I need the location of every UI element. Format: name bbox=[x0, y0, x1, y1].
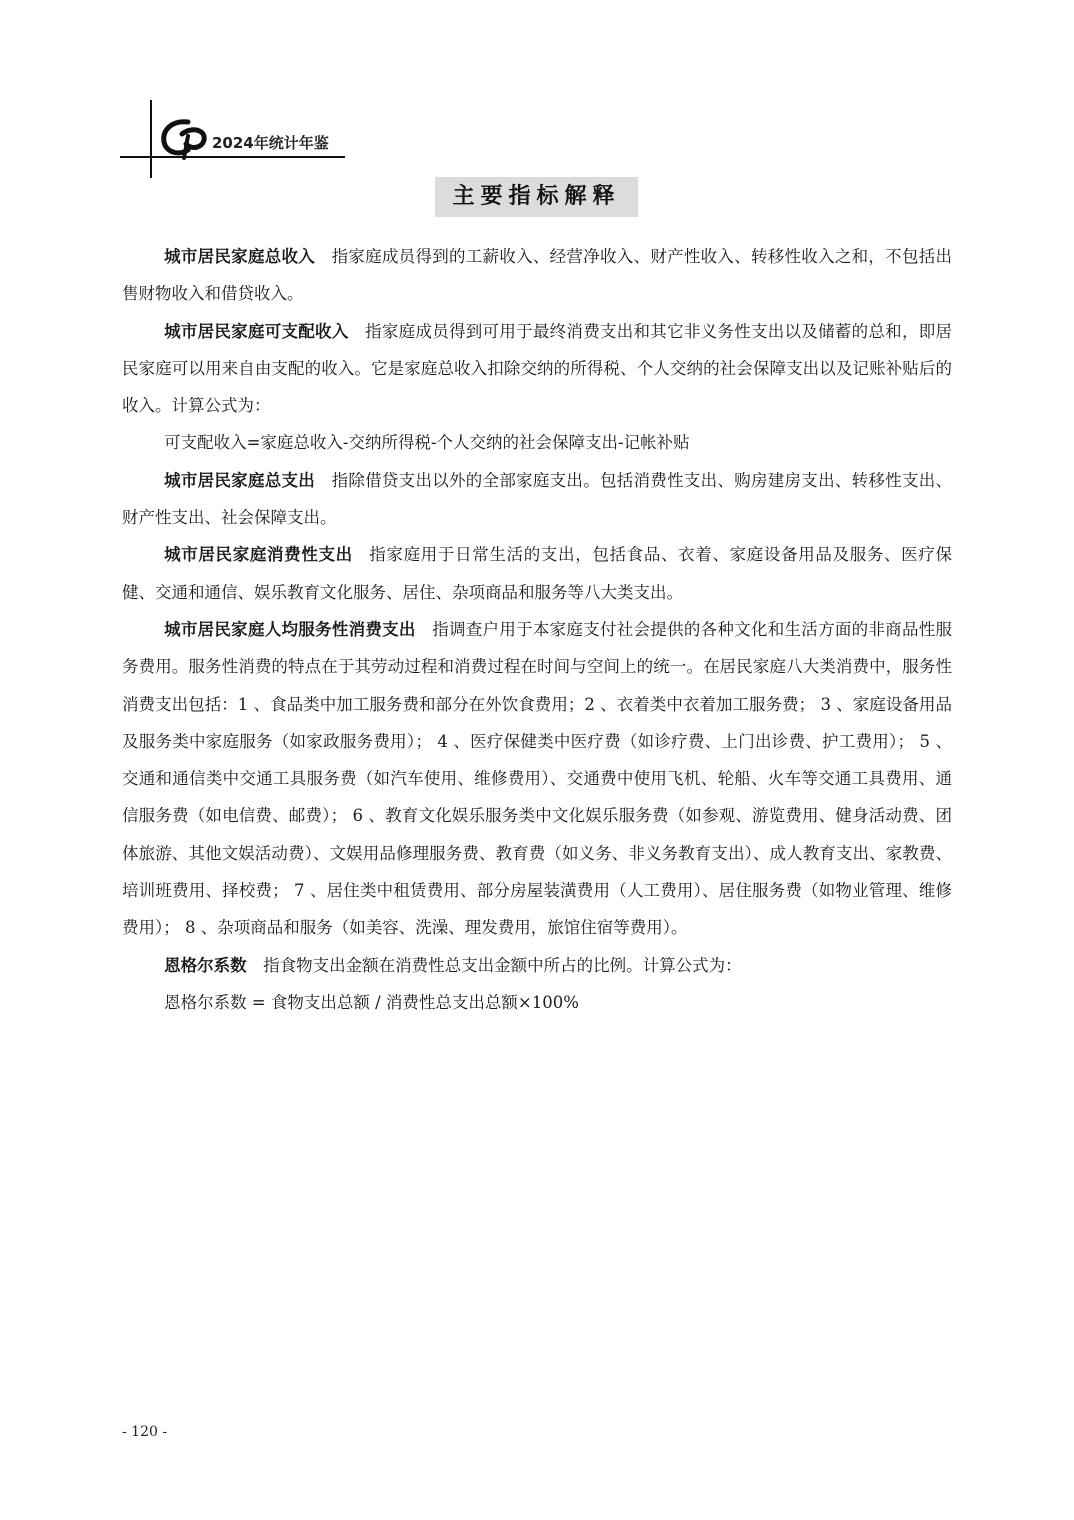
paragraph bbox=[122, 611, 952, 947]
formula bbox=[122, 424, 952, 461]
page-number: - 120 - bbox=[122, 1424, 168, 1440]
header-vertical-rule bbox=[150, 100, 152, 178]
definition: 指家庭成员得到可用于最终消费支出和其它非义务性支出以及储蓄的总和，即居民家庭可以用来自由支配的收入。它是家庭总收入扣除交纳的所得税、个人交纳的社会保障支出以及记账补贴后的收入。计算公式为： bbox=[122, 321, 953, 416]
section-title: 主要指标解释 bbox=[435, 177, 638, 217]
yearbook-title: 2024年统计年鉴 bbox=[212, 134, 329, 152]
term: 恩格尔系数 bbox=[164, 955, 247, 975]
paragraph bbox=[122, 313, 952, 425]
formula bbox=[122, 984, 952, 1021]
term: 城市居民家庭总支出 bbox=[164, 470, 316, 490]
statistics-logo-icon bbox=[158, 116, 210, 160]
definition: 指家庭成员得到的工薪收入、经营净收入、财产性收入、转移性收入之和，不包括出售财物收入和借贷收入。 bbox=[122, 247, 953, 304]
content bbox=[122, 238, 952, 1021]
term: 城市居民家庭人均服务性消费支出 bbox=[164, 619, 416, 639]
formula-text: 可支配收入=家庭总收入-交纳所得税-个人交纳的社会保障支出-记帐补贴 bbox=[164, 433, 690, 453]
formula-text: 恩格尔系数 = 食物支出总额 / 消费性总支出总额×100% bbox=[164, 992, 579, 1012]
paragraph bbox=[122, 947, 952, 984]
term: 城市居民家庭总收入 bbox=[164, 247, 316, 266]
header-mark bbox=[120, 100, 360, 180]
definition: 指除借贷支出以外的全部家庭支出。包括消费性支出、购房建房支出、转移性支出、财产性支出、社会保障支出。 bbox=[122, 470, 953, 528]
paragraph bbox=[122, 462, 952, 537]
definition: 指调查户用于本家庭支付社会提供的各种文化和生活方面的非商品性服务费用。服务性消费的特点在于其劳动过程和消费过程在时间与空间上的统一。在居民家庭八大类消费中，服务性消费支出包括：1 、食品类中加工服务费和部分在外饮食费用；2 、衣着类中衣着加工服务费； 3 、家庭设备用品及服务类中家庭服务（如家政服务费用）； 4 、医疗保健类中医疗费（如诊疗费、上门出诊费、护工费用）； 5 、交通和通信类中交通工具服务费（如汽车使用、维修费用）、交通费中使用飞机、轮船、火车等交通工具费用、通信服务费（如电信费、邮费）； 6 、教育文化娱乐服务类中文化娱乐服务费（如参观、游览费用、健身活动费、团体旅游、其他文娱活动费）、文娱用品修理服务费、教育费（如义务、非义务教育支出）、成人教育支出、家教费、培训班费用、择校费； 7 、居住类中租赁费用、部分房屋装潢费用（人工费用）、居住服务费（如物业管理、维修费用）； 8 、杂项商品和服务（如美容、洗澡、理发费用，旅馆住宿等费用）。 bbox=[122, 619, 953, 938]
paragraph bbox=[122, 238, 952, 313]
definition: 指家庭用于日常生活的支出，包括食品、衣着、家庭设备用品及服务、医疗保健、交通和通信、娱乐教育文化服务、居住、杂项商品和服务等八大类支出。 bbox=[122, 545, 952, 602]
header-horizontal-rule bbox=[120, 156, 345, 158]
term: 城市居民家庭消费性支出 bbox=[164, 545, 353, 565]
paragraph bbox=[122, 536, 952, 611]
definition: 指食物支出金额在消费性总支出金额中所占的比例。计算公式为： bbox=[263, 955, 742, 975]
term: 城市居民家庭可支配收入 bbox=[164, 321, 349, 341]
